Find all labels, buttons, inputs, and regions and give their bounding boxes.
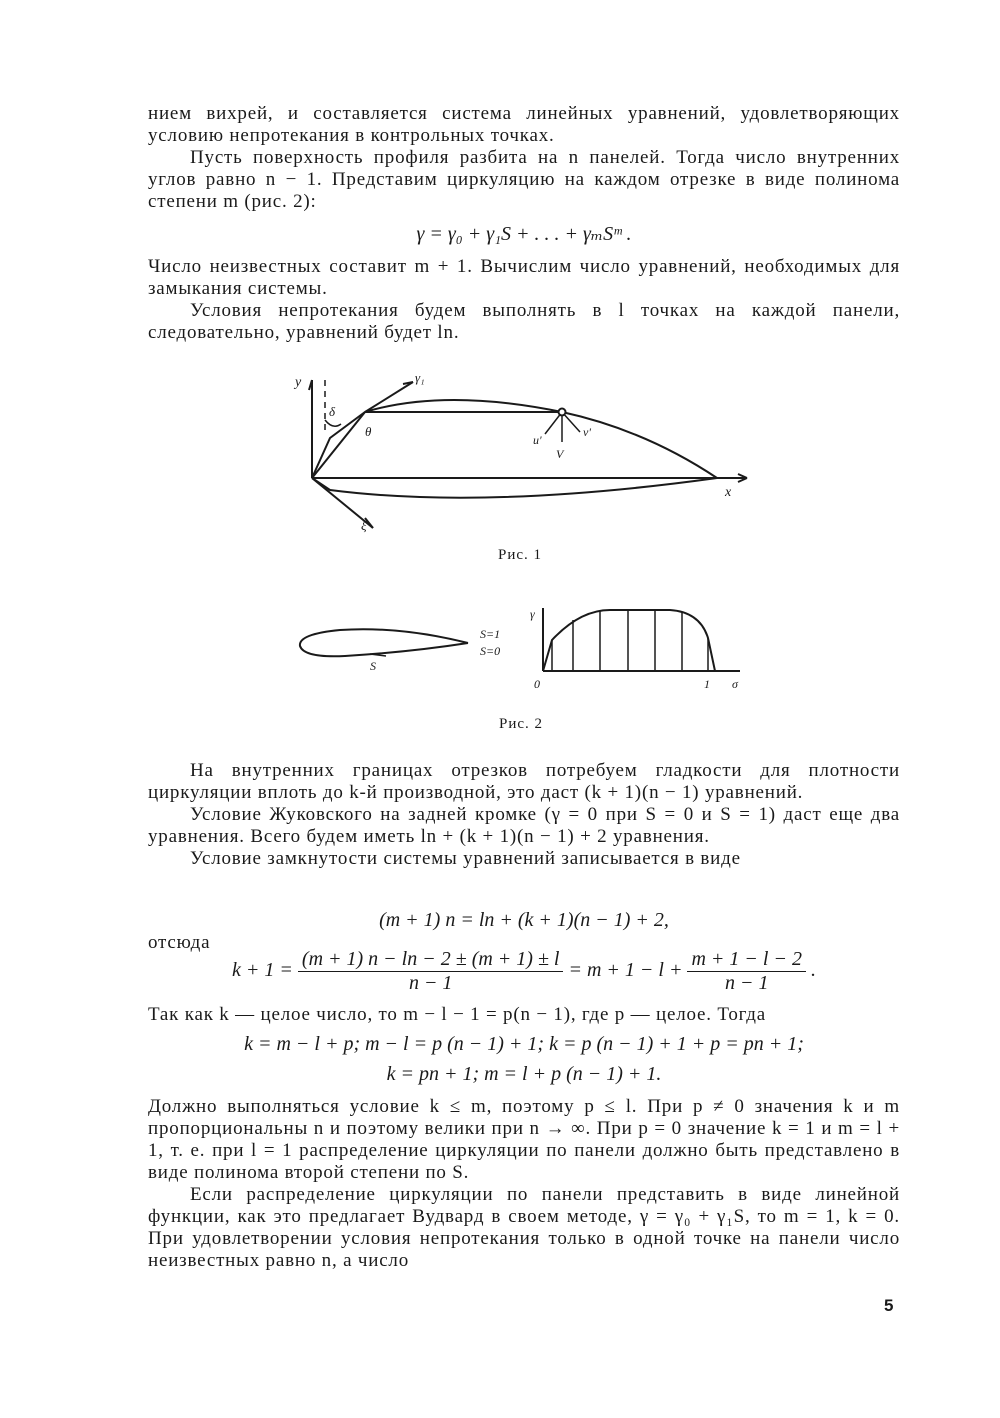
normal-xi-line <box>312 412 365 478</box>
paragraph-1: нием вихрей, и составляется система линейных уравнений, удовлетворяющих условию непротекания в контрольных точках. <box>148 103 900 146</box>
label-x: x <box>725 485 732 500</box>
gamma-distribution-curve <box>543 610 715 671</box>
fraction-2-numerator: m + 1 − l − 2 <box>687 948 806 972</box>
label-theta: θ <box>365 424 372 439</box>
control-point <box>559 409 566 416</box>
paragraph-4: Условия непротекания будем выполнять в l точках на каждой панели, следовательно, уравнений будет ln. <box>148 300 900 343</box>
formula-k-m-relations: k = m − l + p; m − l = p (n − 1) + 1; k = p (n − 1) + 1 + p = pn + 1; <box>244 1033 804 1055</box>
paragraph-6: Условие Жуковского на задней кромке (γ = 0 при S = 0 и S = 1) даст еще два уравнения. Всего будем иметь ln + (k + 1)(n − 1) + 2 уравнения. <box>148 804 900 847</box>
label-S: S <box>370 659 376 673</box>
paragraph-5: На внутренних границах отрезков потребуем гладкости для плотности циркуляции вплоть до k-й производной, это даст (k + 1)(n − 1) уравнений. <box>148 760 900 803</box>
paragraph-3: Число неизвестных составит m + 1. Вычислим число уравнений, необходимых для замыкания системы. <box>148 256 900 299</box>
label-uprime: u' <box>533 433 542 447</box>
text-middle <box>148 256 900 344</box>
label-one: 1 <box>704 677 710 691</box>
formula-closure: (m + 1) n = ln + (k + 1)(n − 1) + 2, <box>379 909 669 931</box>
formula-k-end: . <box>810 959 816 982</box>
delta-angle-arc <box>325 420 341 426</box>
text-bottom <box>148 1096 900 1272</box>
label-delta: δ <box>329 404 336 419</box>
fraction-2 <box>687 948 806 995</box>
label-gamma: γ <box>530 607 535 621</box>
label-s1: S=1 <box>480 627 501 641</box>
fraction-1-numerator: (m + 1) n − ln − 2 ± (m + 1) ± l <box>298 948 564 972</box>
gamma1-arrow-line <box>365 382 413 412</box>
figure-2-caption: Рис. 2 <box>499 716 544 732</box>
s-arrow <box>370 654 386 656</box>
formula-k-m-final: k = pn + 1; m = l + p (n − 1) + 1. <box>386 1063 662 1085</box>
label-xi: ξ <box>361 518 367 533</box>
label-s0: S=0 <box>480 644 501 658</box>
airfoil-contour <box>300 629 468 656</box>
paragraph-2: Пусть поверхность профиля разбита на n панелей. Тогда число внутренних углов равно n − 1. Представим циркуляцию на каждом отрезке в виде полинома степени m (рис. 2): <box>148 147 900 212</box>
text-lower <box>148 760 900 870</box>
label-sigma: σ <box>732 677 738 691</box>
paragraph-10: Должно выполняться условие k ≤ m, поэтому p ≤ l. При p ≠ 0 значения k и m пропорциональны n и поэтому велики при n → ∞. При p = 0 значение k = 1 и m = l + 1, т. е. при l = 1 распределение циркуляции по панели должно быть представлено в виде полинома второй степени по S. <box>148 1096 900 1183</box>
fraction-2-denominator: n − 1 <box>724 972 769 994</box>
text-integer <box>148 1004 900 1026</box>
label-gamma1: γ₁ <box>415 370 425 385</box>
label-vprime: v' <box>583 425 591 439</box>
paragraph-9: Так как k — целое число, то m − l − 1 = p(n − 1), где p — целое. Тогда <box>148 1004 766 1025</box>
figure-1-caption: Рис. 1 <box>498 547 543 563</box>
label-zero: 0 <box>534 677 540 691</box>
label-y: y <box>295 375 302 390</box>
figure-2 <box>290 598 760 698</box>
paragraph-7: Условие замкнутости системы уравнений записывается в виде <box>190 848 741 869</box>
profile-lower-surface <box>312 478 717 498</box>
fraction-1 <box>298 948 564 995</box>
formula-k-plus-one <box>148 948 900 995</box>
page-number: 5 <box>884 1296 894 1315</box>
label-V: V <box>556 447 564 461</box>
formula-gamma-polynomial: γ = γ₀ + γ₁S + . . . + γₘSᵐ . <box>416 223 632 245</box>
formula-k-middle: = m + 1 − l + <box>568 959 683 982</box>
text-top <box>148 103 900 213</box>
figure-1 <box>285 360 755 545</box>
paragraph-8: отсюда <box>148 932 211 953</box>
fraction-1-denominator: n − 1 <box>408 972 453 994</box>
formula-k-lhs: k + 1 = <box>232 959 293 982</box>
paragraph-11: Если распределение циркуляции по панели представить в виде линейной функции, как это предлагает Вудвард в своем методе, γ = γ₀ + γ₁S, то m = 1, k = 0. При удовлетворении условия непротекания только в одной точке на панели число неизвестных равно n, а число <box>148 1184 900 1271</box>
